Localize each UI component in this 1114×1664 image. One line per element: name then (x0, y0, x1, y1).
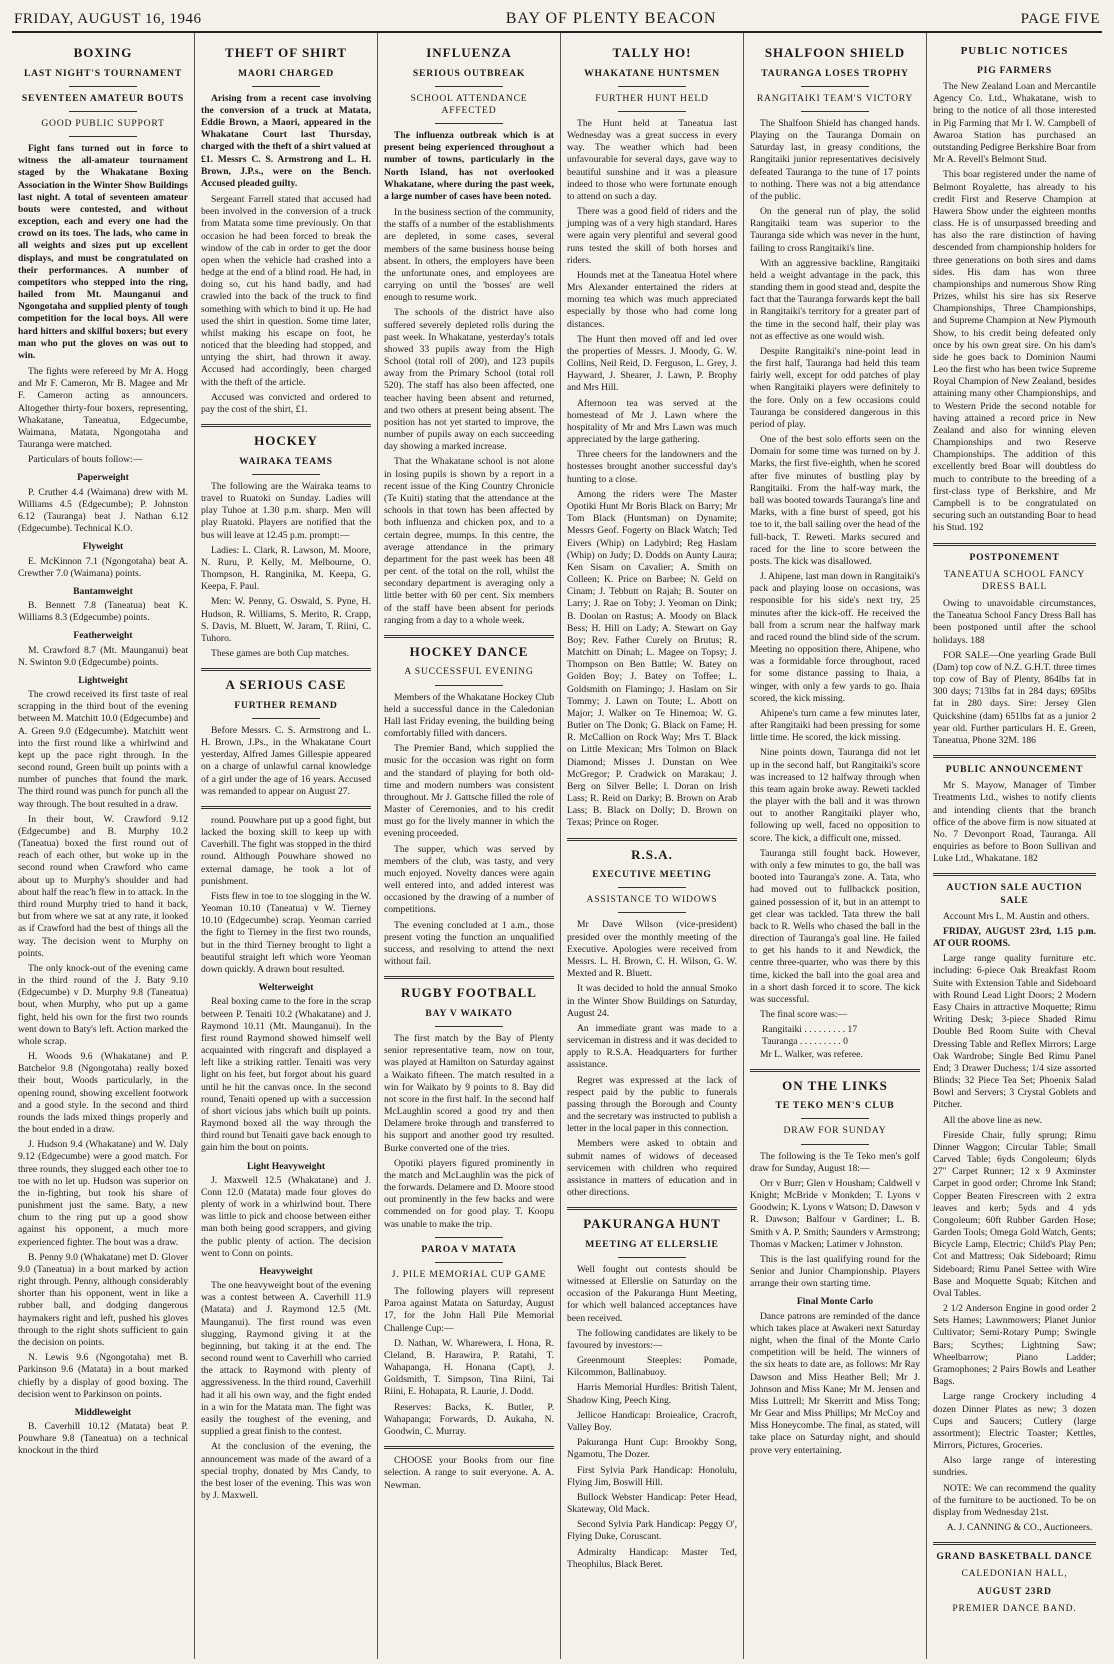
tally-heading: TALLY HO! (612, 45, 692, 60)
paragraph: An immediate grant was made to a serviceman in distress and it was decided to apply to R.S.A. Headquarters for further assistance. (567, 1022, 737, 1071)
column-public-notices (927, 33, 1102, 1659)
links-heading: ON THE LINKS (782, 1077, 888, 1093)
paragraph: All the above line as new. (943, 1114, 1043, 1126)
paragraph: Regret was expressed at the lack of respect paid by the public to funerals passing through the Borough and County and the secretary was instructed to publish a letter in the local paper in this connection. (567, 1074, 737, 1135)
paragraph: Reserves: Backs, K. Butler, P. Wahapanga; Forwards, D. Aukaha, N. Goodwin, C. Murray. (384, 1401, 554, 1437)
links-subheading: TE TEKO MEN'S CLUB (775, 1100, 895, 1112)
boxing-subheading: LAST NIGHT'S TOURNAMENT (23, 67, 183, 79)
paragraph: Account Mrs L. M. Austin and others. (943, 910, 1090, 922)
paragraph: The schools of the district have also suffered severely depleted rolls during the past week. In Whakatane, yesterday's totals showed 33 pupils away from the High School (total roll of 200), and 123 pupils away from the Primary School (total roll 520). The staff has also been affected, one teacher having been absent and returned, and two others at present being absent. The position has not yet started to improve, the number of pupils away on each succeeding day showing a marked increase. (384, 307, 554, 453)
masthead (12, 6, 1102, 33)
paragraph: The only knock-out of the evening came in the third round of the J. Baty 9.10 (Edgecumbe) v D. Murphy 9.8 (Taneatua) bout, when Murphy, who put up a game fight, held his own for the first two rounds went down to Baty's left. Action marked the whole scrap. (18, 962, 188, 1047)
rugby-subheading: J. PILE MEMORIAL CUP GAME (391, 1268, 547, 1280)
paragraph: Fists flew in toe to toe slogging in the W. Yeoman 10.10 (Taneatua) v W. Tierney 10.10 (Edgecumbe) scrap. Yeoman carried the fight to Tierney in the first two rounds, but in the third Tierney brought to light a beautiful straight left which wore Yeoman down quickly. A drawn bout resulted. (201, 890, 371, 975)
paragraph: The final score was:— (760, 1009, 848, 1021)
boxing-heading: BOXING (73, 45, 133, 60)
weight-class: Flyweight (82, 541, 124, 553)
divider (435, 1237, 503, 1238)
pakuranga-subheading: MEETING AT ELLERSLIE (585, 1238, 719, 1250)
paragraph: Ahipene's turn came a few minutes later, after Rangitaiki had been pressing for some little time. He scored, the kick missing. (750, 707, 920, 744)
weight-class: Welterweight (258, 982, 314, 994)
paragraph: There was a good field of riders and the jumping was of a very high standard. Hares were again very plentiful and several good runs tested the skill of both horses and riders. (567, 206, 737, 266)
column-tally-rsa (561, 33, 744, 1659)
hockey-heading: HOCKEY (254, 433, 318, 449)
column-influenza (378, 33, 561, 1659)
paragraph: With an aggressive backline, Rangitaiki held a weight advantage in the pack, this standing them in good stead and, despite the fact that the Tauranga forwards kept the ball in Rangitaiki's territory for a greater part of the time in the second half, their play was not as effective as one would wish. (750, 257, 920, 342)
shirt-subheading: MAORI CHARGED (238, 67, 334, 79)
paragraph: Among the riders were The Master Opotiki Hunt Mr Boris Black on Barry; Mr Tom Black (Huntsman) on Dynamite; Messrs Geof. Fogerty on Black Watch; Ted Eivers (Whip) on Ladybird; Reg Haslam (Whip) on Judy; D. Dodds on Aunty Laura; Ken Sisam on Cavalier; A. Smith on Colleen; K. Price on Barbee; N. Geld on Cinam; J. Tebbutt on Rajah; B. Souter on Larry; J. Rae on Toby; J. Yeoman on Dink; B. Doolan on Rastus; A. Moody on Black Bess; H. Hill on Lady; A. Stewart on Gay Boy; Rev. Father Curely on Brutus; R. Matchitt on Dinah; L. Magee on Topsy; J. Thompson on Ben Battle; W. Batey on Golden Boy; J. Batey on Toffee; L. Goldsmith on Flamingo; J. Haslam on Sir Tommy; J. Lawn on Toute; L. Abott on Major; J. Walker on Te Hinemoa; W. G. Butler on The Donk; G. Black on Fame; H. R. McCallion on Rock Way; Mrs T. Black on Little Mexican; Mrs Tolmon on Black Diamond; Misses J. Dunstan on Wee McGregor; P. Cradwick on Marakau; J. Berg on Silver Belle; I. Doran on Irish Lass; R. Reid on Darky; B. Brown on Arab Lass; B. Black on Dolly; D. Brown on Texas; Prince on Roger. (567, 488, 737, 829)
paragraph: NOTE: We can recommend the quality of the furniture to be auctioned. To be on display from Wednesday 21st. (933, 1482, 1096, 1518)
divider (618, 912, 686, 913)
auction-date: FRIDAY, AUGUST 23rd, 1.15 p.m. AT OUR ROOMS. (933, 925, 1096, 950)
column-shirt-hockey (195, 33, 378, 1659)
paragraph: J. Ahipene, last man down in Rangitaiki's pack and playing loose on occasions, was responsible for his side's next try, 25 minutes after the kick-off. He received the ball from a scrum near the halfway mark and raced round the blind side of the scrum. Meeting no opposition there, Ahipene, who was a formidable force throughout, raced for some distance passing to Ihaia, a winger, with only a few yards to go. Ihaia scored, the kick missing. (750, 571, 920, 704)
race-tip: Jellicoe Handicap: Broiealice, Cracroft, Valley Boy. (567, 1409, 737, 1433)
paragraph: N. Lewis 9.6 (Ngongotaha) met B. Parkinson 9.6 (Matata) in a bout marked chiefly by a display of good boxing. The decision went to Parkinson on points. (18, 1352, 188, 1400)
paragraph: Three cheers for the landowners and the hostesses brought another successful day's hunting to a close. (567, 449, 737, 485)
divider (618, 887, 686, 888)
rsa-subheading: ASSISTANCE TO WIDOWS (586, 894, 718, 906)
paragraph: On the general run of play, the solid Rangitaiki team was superior to the Tauranga side which was never in the hunt, failing to cross Rangitaiki's line. (750, 206, 920, 254)
section-divider (384, 976, 554, 979)
paragraph: Accused was convicted and ordered to pay the cost of the shirt, £1. (201, 391, 371, 415)
paragraph: The first match by the Bay of Plenty senior representative team, now on tour, was played at Hamilton on Saturday against a Waikato fifteen. The match resulted in a win for Waikato by 9 points to 8. Bay did not score in the first half. In the second half McLaughlin scored a good try and then Delamere broke through and transferred to his support and another good try resulted. Burke converted one of the tries. (384, 1033, 554, 1154)
final-score: Tauranga . . . . . . . . . 0 (762, 1036, 848, 1048)
auction-heading: AUCTION SALE AUCTION SALE (946, 882, 1083, 906)
weight-class: Middleweight (74, 1406, 132, 1418)
race-tip: First Sylvia Park Handicap: Honolulu, Flying Jim, Boswill Hill. (567, 1464, 737, 1488)
shalfoon-subheading: RANGITAIKI TEAM'S VICTORY (756, 92, 914, 104)
paragraph: Opotiki players figured prominently in the match and McLaughlin was the pick of the forwards. Delamere and D. Moore stood out prominently in the few backs and were commended on for good play. T. Koopu was unable to make the trip. (384, 1157, 554, 1230)
auctioneer: A. J. CANNING & CO., Auctioneers. (946, 1522, 1093, 1534)
rsa-subheading: EXECUTIVE MEETING (592, 869, 712, 881)
paragraph: Orr v Burr; Glen v Housham; Caldwell v Knight; McBride v Monkden; T. Lyons v Goodwin; K. Lyons v Watson; D. Dawson v R. Dawson; Balfour v Gardiner; L. B. Smith v A. P. Smith; Saunders v Armstrong; Thomas v Macken; Latimer v Johnston. (750, 1177, 920, 1250)
paragraph: Well fought out contests should be witnessed at Ellerslie on Saturday on the occasion of the Pakuranga Hunt Meeting, for which well balanced acceptances have been received. (567, 1263, 737, 1324)
race-tip: Admiralty Handicap: Master Ted, Theophilus, Black Beret. (567, 1546, 737, 1570)
shirt-lead: Arising from a recent case involving the conversion of a truck at Matata, Eddie Brown, a Maori, appeared in the Whakatane Court last Thursday, charged with the theft of a shirt valued at £1. Messrs C. S. Armstrong and L. H. Brown, J.P.s., were on the Bench. Accused pleaded guilty. (201, 92, 371, 189)
weight-class: Paperweight (77, 472, 129, 484)
weight-class: Heavyweight (259, 1265, 313, 1277)
race-tip: Greenmount Steeples: Pomade, Kilcommon, Ballinabuoy. (567, 1355, 737, 1379)
serious-subheading: FURTHER REMAND (234, 699, 338, 711)
paragraph: Real boxing came to the fore in the scrap between P. Tenaiti 10.2 (Whakatane) and J. Raymond 10.11 (Mt. Maunganui). In the first round Raymond showed himself well acquainted with ringcraft and displayed a left like a striking rattler. Tenaiti was very light on his feet, but forgot about his guard until he hit the canvas once. In the second round, Tenaiti opened up with a succession of short vicious jabs which built up points. Raymond boxed all the way through the third round but Tenaiti gave back enough to gain him the bout on points. (201, 996, 371, 1154)
section-divider (201, 668, 371, 671)
bookshop-ad: CHOOSE your Books from our fine selection. A range to suit everyone. A. A. Newman. (384, 1455, 554, 1491)
paragraph: This boar registered under the name of Belmont Royalette, has already to his credit First and Reserve Champion at Hawera Show under the eighteen months class. He is of unsurpassed breeding and has also the rare distinction of having descended from championship holders for three generations on both sires and dams sides. His dam has won three championships and numerous Show Ring Prizes, whilst his sire has six Reserve Championships, Three Championships, and Supreme Champion at New Plymouth Show, to his credit being defeated only once by his own great sire. On his dam's side he goes back to Dominion Naumi Leo the first who has been twice Supreme Royal Champion of New Zealand, besides attaining many other Championships, and to Western Pride the second notable for having attained a record price in New Zealand and also for winning eleven Championships and two Reserve Championships. The addition of this excellently bred Boar will doubtless do much to contribute to the breeding of a first-class type of Berkshire, and Mr Campbell is to be congratulated on securing such an outstanding Boar to head his Stud. 192 (933, 169, 1096, 534)
paragraph: One of the best solo efforts seen on the Domain for some time was turned on by J. Marks, the first five-eighth, when he scored after five minutes of bustling play by Rangitaiki. From the half-way mark, the ball was booted towards Tauranga's line and Marks, with a fine burst of speed, got his toe to it, the ball sailing over the head of the full-back, T. Reweti. Marks secured and raced for the line to score between the posts. The kick was disallowed. (750, 434, 920, 567)
column-shalfoon-links (744, 33, 927, 1659)
hockey-dance-heading: HOCKEY DANCE (409, 643, 529, 659)
divider (618, 86, 686, 87)
section-divider (933, 755, 1096, 758)
paragraph: P. Cruther 4.4 (Waimana) drew with M. Williams 4.5 (Edgecumbe); P. Johnston 6.12 (Tauranga) beat J. Nathan 6.12 (Edgecumbe). Technical K.O. (18, 486, 188, 535)
divider (252, 474, 320, 475)
divider (618, 111, 686, 112)
paragraph: Nine points down, Tauranga did not let up in the second half, but Rangitaiki's score was increased to 12 halfway through when this team again broke away. Reweti tackled the player with the ball and it was thrown out to another Rangitaiki player who, following up well, faced no opposition to score. The kick, a difficult one, missed. (750, 747, 920, 844)
paragraph: The following is the Te Teko men's golf draw for Sunday, August 18:— (750, 1150, 920, 1174)
paragraph: Mr S. Mayow, Manager of Timber Treatments Ltd., wishes to notify clients and intending clients that the branch office of the above firm is now situated at No. 7 Devonport Road, Tauranga. All enquiries as before to Boon Sullivan and Luke Ltd., Whakatane. 182 (933, 780, 1096, 865)
paragraph: Hounds met at the Taneatua Hotel where Mrs Alexander entertained the riders at morning tea which was much appreciated especially by those who had come long distances. (567, 269, 737, 330)
hockey-dance-subheading: A SUCCESSFUL EVENING (404, 666, 534, 678)
paragraph: Afternoon tea was served at the homestead of Mr J. Lawn where the hospitality of Mr and Mrs Lawn was much appreciated by the large gathering. (567, 397, 737, 446)
weight-class: Featherweight (73, 630, 133, 642)
paragraph: B. Caverhill 10.12 (Matata) beat P. Pouwhare 9.8 (Taneatua) on a technical knockout in the third (18, 1421, 188, 1457)
paragraph: Despite Rangitaiki's nine-point lead in the first half, Tauranga had held this team fairly well, except for odd patches of play when Rangitaiki players were definitely to the fore. Only on a few occasions could Tauranga be considered dangerous in this period of play. (750, 345, 920, 430)
weight-class: Lightweight (78, 674, 128, 686)
paragraph: Fireside Chair, fully sprung; Rimu Dinner Waggon; Circular Table; Small Carved Table; 6yds Congoleum; 6lyds 27" Carpet Runner; 12 x 9 Axminster Carpet in good order; Chrome Ink Stand; Copper Beaten Firescreen with 2 extra leaves and kerb; 5yds and 4 yds Congoleum; 60ft Rubber Garden Hose; Garden Tools; Omega Gold Watch, Gents; Bicycle Lamp, Electric; Child's Play Pen; Cot and Mattress; Oak Sideboard; Rimu Sideboard; Rimu Panel Settee with Wire Base and Moquette Squab; Kitchen and Oval Tables. (933, 1129, 1096, 1299)
weight-class: Bantamweight (73, 585, 133, 597)
section-subheading: Final Monte Carlo (796, 1296, 874, 1308)
paragraph: Men: W. Penny, G. Oswald, S. Pyne, H. Hudson, R. Williams, S. Merito, R. Crapp, S. Davis, M. Bluett, W. Jaram, T. Riini, C. Tuhoro. (201, 596, 371, 644)
paragraph: E. McKinnon 7.1 (Ngongotaha) beat A. Crewther 7.0 (Waimana) points. (18, 555, 188, 579)
divider (435, 1262, 503, 1263)
weight-class: Light Heavyweight (246, 1160, 326, 1172)
divider (252, 86, 320, 87)
race-tip: Bullock Webster Handicap: Peter Head, Skateway, Old Mack. (567, 1491, 737, 1516)
paragraph: The crowd received its first taste of real scrapping in the third bout of the evening between M. Matchitt 10.0 (Edgecumbe) and A. Green 9.0 (Edgecumbe). Matchitt went into the first round like a whirlwind and kept up the pace right through. In the second round, Green built up points with a number of punches that found the mark. The third round was punch for punch all the way through. The bout resulted in a draw. (18, 689, 188, 810)
announcement-heading: PUBLIC ANNOUNCEMENT (945, 764, 1084, 776)
section-divider (201, 424, 371, 427)
rugby-subheading: PAROA V MATATA (421, 1243, 517, 1255)
divider (69, 111, 137, 112)
basketball-heading: GRAND BASKETBALL DANCE (936, 1551, 1093, 1563)
divider (435, 1026, 503, 1027)
paragraph: 2 1/2 Anderson Engine in good order 2 Sets Hames; Lawnmowers; Planet Junior Cultivator; Semi-Rotary Pump; Swingle Bars; Scythes; Lightning Saw; Wheelbarrow; Piano Ladder; Gramophones; 2 Pairs Bowls and Leather Bags. (933, 1303, 1096, 1388)
paragraph: The fights were refereed by Mr A. Hogg and Mr F. Cameron, Mr B. Magee and Mr F. Cameron acting as announcers. Altogether thirty-four boxers, representing, Whakatane, Taneatua, Edgecumbe, Waimana, Matata, Ngongotaha and Tauranga were matched. (18, 366, 188, 451)
section-divider (567, 1207, 737, 1210)
shirt-heading: THEFT OF SHIRT (225, 45, 347, 60)
paragraph: J. Hudson 9.4 (Whakatane) and W. Daly 9.12 (Edgecumbe) were a good match. For three rounds, they slugged each other toe to toe with no let up. Hudson was superior on the in-fighting, but took his share of punishment just the same. Baty, a new chum to the ring put up a good show against his opponent, a much more experienced fighter. The bout was a draw. (18, 1139, 188, 1248)
section-divider (201, 806, 371, 809)
paragraph: Before Messrs. C. S. Armstrong and L. H. Brown, J.Ps., in the Whakatane Court yesterday, Alfred James Gillespie appeared on a charge of unlawful carnal knowledge of a girl under the age of 16 years. Accused was remanded to appear on August 27. (201, 724, 371, 797)
influenza-subheading: SERIOUS OUTBREAK (412, 67, 526, 79)
section-divider (384, 635, 554, 638)
postponement-heading: POSTPONEMENT (969, 551, 1060, 563)
paragraph: Members of the Whakatane Hockey Club held a successful dance in the Caledonian Hall last Friday evening, the building being comfortably filled with dancers. (384, 691, 554, 740)
paragraph: B. Penny 9.0 (Whakatane) met D. Glover 9.0 (Taneatua) in a bout marked by action right through. Penny, although considerably shorter than his opponent, went in like a rubber ball, and dodging dangerous haymakers right and left, pushed his gloves through to the right shots sufficient to gain the decision on points. (18, 1251, 188, 1348)
divider (435, 123, 503, 124)
paragraph: H. Woods 9.6 (Whakatane) and P. Batchelor 9.8 (Ngongotaha) really boxed their bout, Woods particularly, in the opening round, showing excellent footwork and a good style. In the second and third rounds the lads mixed things properly and the bout ended in a draw. (18, 1051, 188, 1136)
paper-name: BAY OF PLENTY BEACON (505, 10, 717, 27)
page-number: PAGE FIVE (1020, 11, 1100, 27)
divider (801, 1118, 869, 1119)
paragraph: The supper, which was served by members of the club, was tasty, and very much enjoyed. Novelty dances were again well entered into, and added interest was occasioned by the drawing of a number of competitions. (384, 843, 554, 916)
paragraph: Owing to unavoidable circumstances, the Taneatua School Fancy Dress Ball has been postponed until after the school holidays. 188 (933, 598, 1096, 646)
divider (435, 685, 503, 686)
rsa-heading: R.S.A. (631, 846, 673, 862)
paragraph: Large range Crockery including 4 dozen Dinner Plates as new; 3 dozen Cups and Saucers; Cutlery (large assortment); Electric Toaster; Kettles, Mirrors, Pictures, Groceries. (933, 1391, 1096, 1452)
section-divider (567, 838, 737, 841)
race-tip: Pakuranga Hunt Cup: Brookby Song, Ngamotu, The Dozer. (567, 1437, 737, 1461)
section-divider (384, 1446, 554, 1449)
final-score: Rangitaiki . . . . . . . . . 17 (762, 1024, 858, 1036)
divider (69, 136, 137, 137)
serious-heading: A SERIOUS CASE (225, 677, 347, 693)
rugby-subheading: BAY V WAIKATO (425, 1007, 513, 1019)
shalfoon-subheading: TAURANGA LOSES TROPHY (761, 67, 909, 79)
paragraph: The following players will represent Paroa against Matata on Saturday, August 17, for the John Hall Pile Memorial Challenge Cup:— (384, 1286, 554, 1334)
paragraph: These games are both Cup matches. (211, 648, 349, 660)
paragraph: Sergeant Farrell stated that accused had been involved in the conversion of a truck from Matata some time previously. On that occasion he had been forced to break the window of the cab in order to get the door open when the vehicle had crashed into a hedge at the end of a blind road. He had, in doing so, cut his hand badly, and had crawled into the back of the truck to find something with which to bind it up. He had used the shirt in question. Some time later, whilst making his escape on foot, he noticed that the bleeding had stopped, and untying the shirt, had thrown it away. Accused had accordingly, been charged with the theft of the article. (201, 194, 371, 388)
paragraph: In the business section of the community, the staffs of a number of the establishments are depleted, in some cases, several members of the same business house being absent. In others, the employers have been the unfortunate ones, and employees are carrying on until the 'bosses' are well enough to resume work. (384, 207, 554, 304)
paragraph: Tauranga still fought back. However, with only a few minutes to go, the ball was booted into Tauranga's zone. A. Tata, who had moved out to fullbackck position, gained possession of it, but in an attempt to get clear was tackled. Tata threw the ball back to R. Wells who chased the ball in the direction of Tauranga's goal line. He failed to get his hands to it and Newdick, the centre three-quarter, who was there by this time, kicked the ball into the goal area and in a short dash forced it to score. The kick was successful. (750, 847, 920, 1005)
divider (801, 111, 869, 112)
boxing-subheading: SEVENTEEN AMATEUR BOUTS (21, 92, 185, 104)
paragraph: The Shalfoon Shield has changed hands. Playing on the Tauranga Domain on Saturday last, in greasy conditions, the Rangitaiki junior representatives decisively defeated Tauranga to the tune of 17 points to nothing. There was not a big attendance of the public. (750, 117, 920, 202)
divider (618, 1257, 686, 1258)
issue-date: FRIDAY, AUGUST 16, 1946 (14, 11, 202, 27)
pig-heading: PIG FARMERS (977, 64, 1052, 76)
section-divider (933, 1542, 1096, 1545)
shalfoon-heading: SHALFOON SHIELD (764, 45, 906, 60)
section-divider (750, 1069, 920, 1072)
paragraph: D. Nathan, W. Wharewera, I. Hona, R. Cleland, B. Harawira, P. Ratahi, T. Wahapanga, H. Honana (Capt), J. Goldsmith, T. Simpson, Tina Riini, Tai Riini, E. Hohapata, R. Laurie, J. Dodd. (384, 1337, 554, 1398)
notices-heading: PUBLIC NOTICES (960, 45, 1069, 57)
basketball-band: PREMIER DANCE BAND. (952, 1602, 1077, 1614)
basketball-date: AUGUST 23RD (977, 1585, 1052, 1597)
paragraph: It was decided to hold the annual Smoko in the Winter Show Buildings on Saturday, August 24. (567, 983, 737, 1019)
column-boxing (12, 33, 195, 1659)
paragraph: The Hunt then moved off and led over the properties of Messrs. J. Moody, G. W. Collins, Neil Reid, D. Ferguson, L. Grey, J. Hayward, J. Shearer, J. Lawn, P. Brophy and Mrs Hill. (567, 333, 737, 394)
paragraph: The one heavyweight bout of the evening was a contest between A. Caverhill 11.9 (Matata) and J. Raymond 12.5 (Mt. Maunganui). The first round was even slugging, Raymond giving it at the beginning, but taking it at the end. The second round went to Caverhill who carried the attack to Raymond with plenty of aggressiveness. In the third round, Caverhill had it all his own way, and the fight ended in a win for the Matata man. The fight was easily the toughest of the evening, and supplied a great finish to the contest. (201, 1280, 371, 1438)
for-sale-notice: FOR SALE—One yearling Grade Bull (Dam) top cow of N.Z. G.H.T. three times top cow of Bay of Plenty, 864lbs fat in 300 days; 713lbs fat in 284 days; 695lbs fat in 280 days. Sire: Jersey Glen Quickshine (dam) 651lbs fat as a junior 2 year old. Further particulars H. E. Green, Taneatua, Phone 32M. 186 (933, 649, 1096, 746)
paragraph: The Premier Band, which supplied the music for the occasion was right on form and the standard of playing for both old-time and modern numbers was consistent throughout. Mr J. Gattsche filled the role of Master of Ceremonies, and to his credit must go for the lively manner in which the evening proceeded. (384, 743, 554, 840)
paragraph: At the conclusion of the evening, the announcement was made of the award of a special trophy, donated by Mrs Candy, to the best loser of the evening. This was won by J. Maxwell. (201, 1441, 371, 1502)
paragraph: Large range quality furniture etc. including: 6-piece Oak Breakfast Room Suite with Extension Table and Sideboard with Round Lead Light Doors; 2 Modern Easy Chairs in attractive Moquette; Rimu Writing Desk; 3-piece Shaded Rimu Double Bed Room Suite with Cheval Dressing Table and Reflex Mirrors; Large Oak Wardrobe; Single Bed Rimu Panel End; 3 Drawer Duchess; 1/4 size assorted Blinds; 32 Piece Tea Set; Phoenix Salad Bowl and Servers; 3 Crystal Goblets and Pitcher. (933, 953, 1096, 1111)
pakuranga-heading: PAKURANGA HUNT (583, 1216, 721, 1232)
tally-subheading: WHAKATANE HUNTSMEN (584, 67, 720, 79)
paragraph: J. Maxwell 12.5 (Whakatane) and J. Conn 12.0 (Matata) made four gloves do plenty of work in a whirlwind bout. There was little to pick and choose between either man both being good scrappers, and giving the public plenty of action. The decision went to Conn on points. (201, 1174, 371, 1259)
tally-subheading: FURTHER HUNT HELD (595, 92, 709, 104)
boxing-subheading: GOOD PUBLIC SUPPORT (41, 117, 165, 129)
divider (69, 86, 137, 87)
links-subheading: DRAW FOR SUNDAY (783, 1125, 887, 1137)
paragraph: The following are the Wairaka teams to travel to Ruatoki on Sunday. Ladies will play Tuhoe at 1.30 p.m. sharp. Men will play Ruatoki. Players are notified that the bus will leave at 12.45 p.m. prompt:— (201, 480, 371, 541)
influenza-lead: The influenza outbreak which is at present being experienced throughout a number of towns, particularly in the North Island, has not overlooked Whakatane, where during the past week, a large number of cases have been noted. (384, 130, 554, 202)
boxing-lead: Fight fans turned out in force to witness the all-amateur tournament staged by the Whakatane Boxing Association in the Winter Show Buildings last night. A total of seventeen amateur bouts were contested, and without exception, each and every one had the crowd on its toes. The lads, who came in all weights and sizes put up excellent displays, and must be congratulated on their performances. A number of competitors who stepped into the ring, hailed from Mt. Maunganui and Ngongotaha and supplied plenty of tough competition for the local boys. All were hard hitters and skilful boxers; but every man who put the gloves on was out to win. (18, 143, 188, 361)
paragraph: Members were asked to obtain and submit names of widows of deceased servicemen with children who required assistance in matters of education and in other directions. (567, 1138, 737, 1199)
influenza-heading: INFLUENZA (426, 45, 512, 60)
columns (12, 33, 1102, 1659)
race-tip: Second Sylvia Park Handicap: Peggy O', Flying Duke, Coruscant. (567, 1519, 737, 1543)
paragraph: Dance patrons are reminded of the dance which takes place at Awakeri next Saturday night, when the final of the Monte Carlo competition will be held. The winners of the six heats to date are, as follows: Mr Ray Dawson and Miss Heather Bell; Mr J. Johnson and Miss Kane; Mr M. Jensen and Miss Luttrell; Mr Skerritt and Miss Tong; Mr Gear and Miss Phillips; Mr McCoy and Miss Honeycombe. The final, as stated, will take place on Saturday night, and should prove very entertaining. (750, 1310, 920, 1456)
paragraph: The following candidates are likely to be favoured by investors:— (567, 1327, 737, 1351)
divider (252, 718, 320, 719)
paragraph: Particulars of bouts follow:— (28, 454, 143, 466)
postponement-subheading: TANEATUA SCHOOL FANCY DRESS BALL (943, 568, 1086, 592)
rugby-heading: RUGBY FOOTBALL (401, 985, 537, 1001)
paragraph: The evening concluded at 1 a.m., those present voting the function an unqualified success, and resolving to attend the next without fail. (384, 919, 554, 968)
paragraph: Mr L. Walker, was referee. (760, 1048, 863, 1060)
section-divider (933, 873, 1096, 876)
paragraph: That the Whakatane school is not alone in losing pupils is shown by a report in a recent issue of the King Country Chronicle (Te Kuiti) stating that the attendance at the schools in that town has been affected by both influenza and chicken pox, and to a certain degree, mumps. In this centre, the average attendance in the primary department for the past week has been 48 per cent. of the total on the roll, whilst the secondary department is averaging only a little better with 60 per cent. Six members of the staff have been absent for periods ranging from a day to a whole week. (384, 456, 554, 626)
paragraph: round. Pouwhare put up a good fight, but lacked the boxing skill to keep up with Caverhill. The fight was stopped in the third round. Although Pouwhare showed no external damage, he took a lot of punishment. (201, 814, 371, 887)
paragraph: In their bout, W. Crawford 9.12 (Edgecumbe) and B. Murphy 10.2 (Taneatua) boxed the first round out of reach of each other, but woke up in the second round when Crawford who came about up to Murphy's shoulder and had about half the reac'h flew in to attack. In the third round Murphy tried to hand it back, but from where we sat at any rate, it looked as if Crawford had the best of things all the way. The decision went to Murphy on points. (18, 813, 188, 959)
paragraph: The New Zealand Loan and Mercantile Agency Co. Ltd., Whakatane, wish to bring to the notice of all those interested in Pig Farming that Mr I. W. Campbell of Awaroa Station has purchased an outstanding Pedigree Berkshire Boar from Mr A. Revell's Belmont Stud. (933, 81, 1096, 166)
race-tip: Harris Memorial Hurdles: British Talent, Shadow King, Peech King. (567, 1382, 737, 1406)
basketball-venue: CALEDONIAN HALL, (961, 1568, 1068, 1580)
paragraph: The Hunt held at Taneatua last Wednesday was a great success in every way. The weather which had been unfavourable for several days, gave way to beautiful sunshine and it was a pleasure indeed to those who were fortunate enough to attend on such a day. (567, 117, 737, 202)
paragraph: Ladies: L. Clark, R. Lawson, M. Moore, N. Ruru, P. Kelly, M. Melbourne, O. Thompson, H. Ranginika, M. Keepa, G. Keepa, F. Paul. (201, 544, 371, 593)
influenza-subheading: SCHOOL ATTENDANCE AFFECTED (410, 92, 528, 116)
paragraph: Also large range of interesting sundries. (933, 1455, 1096, 1479)
hockey-subheading: WAIRAKA TEAMS (239, 455, 333, 467)
paragraph: Mr Dave Wilson (vice-president) presided over the monthly meeting of the Executive. Apologies were received from Messrs. L. H. Brown, C. H. Wilson, G. W. Mexted and R. Bluett. (567, 919, 737, 980)
paragraph: M. Crawford 8.7 (Mt. Maunganui) beat N. Swinton 9.0 (Edgecumbe) points. (18, 644, 188, 668)
divider (801, 1144, 869, 1145)
divider (801, 86, 869, 87)
paragraph: B. Bennett 7.8 (Taneatua) beat K. Williams 8.3 (Edgecumbe) points. (18, 600, 188, 624)
section-divider (933, 543, 1096, 546)
divider (435, 86, 503, 87)
paragraph: This is the last qualifying round for the Senior and Junior Championship. Players arrange their own starting time. (750, 1253, 920, 1290)
